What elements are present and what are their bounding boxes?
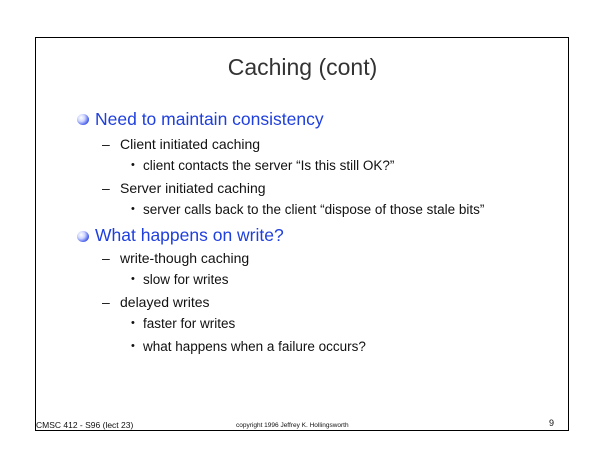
subitem-faster-writes: faster for writes [143,316,236,331]
bullet-icon: • [131,273,135,285]
item-server-initiated: Server initiated caching [120,180,266,196]
dash-icon: – [102,136,110,152]
subitem-client-contacts: client contacts the server “Is this still OK?” [143,158,395,173]
dash-icon: – [102,180,110,196]
subitem-failure: what happens when a failure occurs? [143,339,366,354]
dash-icon: – [102,250,110,266]
bullet-icon: • [131,317,135,329]
footer-course: CMSC 412 - S96 (lect 23) [36,420,134,430]
subitem-server-calls: server calls back to the client “dispose of those stale bits” [143,202,485,217]
slide-title: Caching (cont) [227,54,378,80]
footer-copyright: copyright 1996 Jeffrey K. Hollingsworth [236,422,349,429]
page-number: 9 [549,418,555,428]
subitem-slow-writes: slow for writes [143,272,229,287]
item-client-initiated: Client initiated caching [120,136,261,152]
bullet-icon: • [131,203,135,215]
section-heading-consistency: Need to maintain consistency [95,109,324,129]
bullet-icon: • [131,340,135,352]
bullet-dot-icon [77,231,89,242]
bullet-dot-icon [77,114,89,125]
item-write-though: write-though caching [120,250,250,266]
section-heading-write: What happens on write? [95,225,284,245]
bullet-icon: • [131,159,135,171]
item-delayed-writes: delayed writes [120,294,210,310]
dash-icon: – [102,294,110,310]
